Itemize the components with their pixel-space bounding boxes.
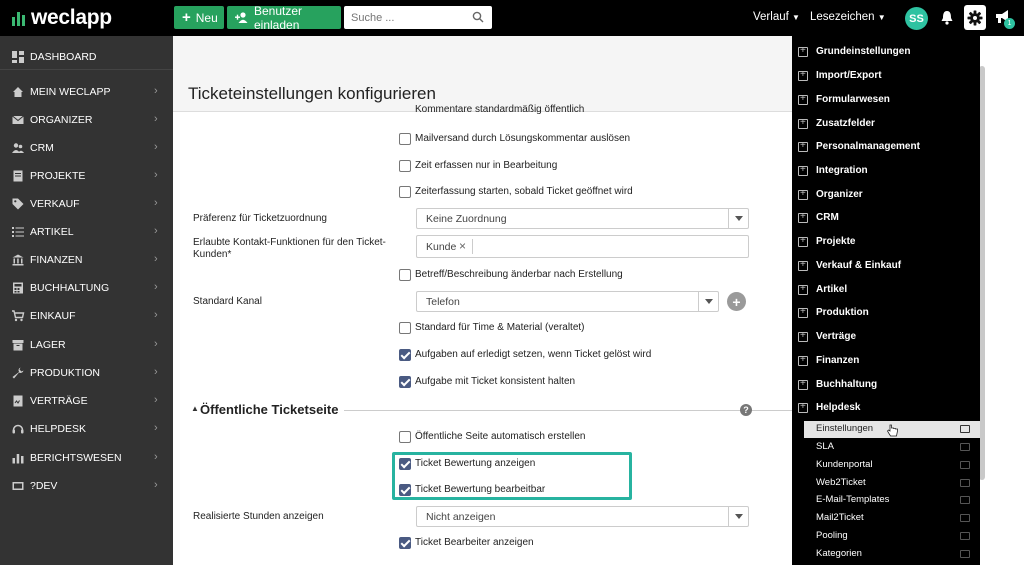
sidebar-item-label: ORGANIZER [30,114,93,126]
wrench-icon [12,367,24,379]
expand-icon [798,356,808,366]
sidebar-item-organizer[interactable] [0,109,173,131]
list-icon [12,226,24,238]
settings-dropdown-menu [792,36,980,565]
menu-item-buchhaltung[interactable] [792,377,980,395]
submenu-item-label: Mail2Ticket [816,512,864,523]
checkbox-oeffentliche-seite[interactable] [399,431,411,443]
folder-icon [12,170,24,182]
sidebar-item-buchhaltung[interactable] [0,277,173,299]
menu-item-personalmanagement[interactable] [792,139,980,157]
submenu-item-web2ticket[interactable] [804,475,980,492]
menu-item-label: Helpdesk [816,402,861,413]
menu-item-helpdesk[interactable] [792,400,980,418]
folder-icon [960,443,970,451]
home-icon [12,86,24,98]
menu-item-label: Buchhaltung [816,379,878,390]
menu-item-label: Personalmanagement [816,141,920,152]
menu-item-label: CRM [816,212,839,223]
contact-functions-field[interactable] [416,235,749,258]
chevron-right-icon: › [154,113,158,125]
checkbox-label: Ticket Bearbeiter anzeigen [415,537,534,548]
folder-icon [960,461,970,469]
menu-item-label: Integration [816,165,868,176]
chevron-right-icon: › [154,394,158,406]
chevron-right-icon: › [154,309,158,321]
dashboard-icon [12,51,24,63]
sidebar-item-lager[interactable] [0,334,173,356]
sidebar [0,36,173,565]
dev-icon [12,480,24,492]
checkbox-label: Zeiterfassung starten, sobald Ticket geöffnet wird [415,186,633,197]
submenu-item-kundenportal[interactable] [804,457,980,474]
expand-icon [798,71,808,81]
caret-down-icon: ▼ [877,13,886,22]
headset-icon [12,423,24,435]
expand-icon [798,380,808,390]
checkbox-zeiterfassung-starten[interactable] [399,186,411,198]
checkbox-label: Betreff/Beschreibung änderbar nach Erstellung [415,269,623,280]
tag-separator [472,239,473,254]
chevron-right-icon: › [154,479,158,491]
checkbox-betreff-aenderbar[interactable] [399,269,411,281]
submenu-item-label: Web2Ticket [816,477,866,488]
menu-item-label: Finanzen [816,355,860,366]
folder-icon [960,532,970,540]
checkbox-zeit-erfassen[interactable] [399,160,411,172]
menu-item-vertraege[interactable] [792,329,980,347]
invite-user-label: Benutzer einladen [254,3,303,32]
submenu-item-label: Kategorien [816,548,862,559]
channel-select[interactable] [416,291,719,312]
channel-label: Standard Kanal [193,296,262,307]
expand-icon [798,95,808,105]
expand-icon [798,142,808,152]
plus-icon: + [732,293,741,310]
submenu-item-label: SLA [816,441,834,452]
expand-icon [798,285,808,295]
menu-item-projekte[interactable] [792,234,980,252]
history-menu[interactable] [753,11,800,23]
sidebar-item-verkauf[interactable] [0,193,173,215]
top-bar [0,0,1024,36]
menu-item-label: Artikel [816,284,848,295]
sidebar-item-label: BUCHHALTUNG [30,282,110,294]
add-user-icon [235,12,249,23]
new-button-label: Neu [195,10,218,25]
chevron-right-icon: › [154,85,158,97]
folder-icon [960,496,970,504]
checkbox-time-material[interactable] [399,322,411,334]
expand-icon [798,47,808,57]
expand-icon [798,308,808,318]
people-icon [12,142,24,154]
menu-item-formularwesen[interactable] [792,92,980,110]
cart-icon [12,310,24,322]
invite-user-button[interactable] [227,3,341,32]
tag-kunde: Kunde [426,241,457,253]
sidebar-item-label: VERKAUF [30,198,80,210]
menu-item-finanzen[interactable] [792,353,980,371]
menu-item-label: Organizer [816,189,863,200]
menu-item-integration[interactable] [792,163,980,181]
sidebar-item-dev[interactable] [0,475,173,497]
add-channel-button[interactable] [727,292,746,311]
bell-icon[interactable] [940,10,954,26]
expand-icon [798,237,808,247]
sidebar-item-berichtswesen[interactable] [0,447,173,469]
preference-select[interactable] [416,208,749,229]
chevron-right-icon: › [154,281,158,293]
submenu-item-sla[interactable] [804,439,980,456]
highlight-box [392,452,632,500]
submenu-item-pooling[interactable] [804,528,980,545]
sidebar-item-label: DASHBOARD [30,51,97,63]
section-title: Öffentliche Ticketseite [200,402,339,417]
plus-icon: + [182,9,191,26]
logo-text: weclapp [31,6,112,29]
menu-item-label: Zusatzfelder [816,118,875,129]
collapse-icon [798,403,808,413]
chevron-right-icon: › [154,422,158,434]
chevron-right-icon: › [154,253,158,265]
checkbox-mailversand[interactable] [399,133,411,145]
new-button[interactable] [174,6,224,29]
chevron-right-icon: › [154,366,158,378]
search-icon[interactable] [472,11,484,23]
submenu-item-label: Kundenportal [816,459,873,470]
logo-icon [12,10,25,26]
menu-item-crm[interactable] [792,210,980,228]
checkbox-label: Standard für Time & Material (veraltet) [415,322,585,333]
menu-item-artikel[interactable] [792,282,980,300]
menu-item-label: Formularwesen [816,94,890,105]
calculator-icon [12,282,24,294]
sidebar-item-projekte[interactable] [0,165,173,187]
expand-icon [798,166,808,176]
bank-icon [12,254,24,266]
caret-down-icon: ▼ [792,13,800,22]
checkbox-label: Zeit erfassen nur in Bearbeitung [415,160,558,171]
folder-icon [960,550,970,558]
page-title: Ticketeinstellungen konfigurieren [188,84,436,103]
chevron-down-icon [728,507,748,526]
menu-item-import-export[interactable] [792,68,980,86]
menu-item-label: Projekte [816,236,856,247]
sidebar-item-artikel[interactable] [0,221,173,243]
chevron-right-icon: › [154,451,158,463]
folder-icon [960,425,970,433]
box-icon [12,339,24,351]
sidebar-item-label: PROJEKTE [30,170,86,182]
sidebar-item-label: VERTRÄGE [30,395,88,407]
bar-chart-icon [12,452,24,464]
menu-item-label: Grundeinstellungen [816,46,911,57]
collapse-caret-icon[interactable]: ▲ [191,404,199,413]
submenu-item-einstellungen[interactable] [804,421,980,438]
bookmarks-label: Lesezeichen [810,11,875,23]
hours-label: Realisierte Stunden anzeigen [193,511,324,522]
expand-icon [798,119,808,129]
folder-icon [960,514,970,522]
notification-badge: 1 [1004,18,1015,29]
history-label: Verlauf [753,11,789,23]
sidebar-divider [0,69,173,70]
checkbox-label: Ticket Bewertung anzeigen [415,458,536,469]
sidebar-item-mein-weclapp[interactable] [0,81,173,103]
channel-value: Telefon [426,296,460,308]
sidebar-item-produktion[interactable] [0,362,173,384]
contact-functions-label: Erlaubte Kontakt-Funktionen für den Ticket-Kunden* [193,237,386,260]
chevron-right-icon: › [154,338,158,350]
menu-item-produktion[interactable] [792,305,980,323]
bookmarks-menu[interactable] [810,11,886,23]
sidebar-item-label: HELPDESK [30,423,87,435]
expand-icon [798,190,808,200]
sidebar-item-einkauf[interactable] [0,305,173,327]
mail-icon [12,114,24,126]
preference-label: Präferenz für Ticketzuordnung [193,213,327,224]
submenu-item-label: E-Mail-Templates [816,494,890,505]
menu-item-label: Verkauf & Einkauf [816,260,902,271]
sidebar-item-label: MEIN WECLAPP [30,86,111,98]
expand-icon [798,213,808,223]
sidebar-item-crm[interactable] [0,137,173,159]
menu-item-label: Import/Export [816,70,882,81]
menu-item-label: Produktion [816,307,869,318]
menu-item-verkauf-einkauf[interactable] [792,258,980,276]
folder-icon [960,479,970,487]
checkbox-label: Mailversand durch Lösungskommentar auslösen [415,133,631,144]
search-input[interactable] [351,12,469,24]
sidebar-item-label: CRM [30,142,54,154]
hours-select[interactable] [416,506,749,527]
tag-icon [12,198,24,210]
sidebar-item-label: FINANZEN [30,254,83,266]
hours-value: Nicht anzeigen [426,511,496,523]
checkbox-label: Öffentliche Seite automatisch erstellen [415,431,586,442]
chevron-right-icon: › [154,225,158,237]
partial-checkbox-label: Kommentare standardmäßig öffentlich [415,104,585,115]
chevron-right-icon: › [154,197,158,209]
sidebar-item-label: LAGER [30,339,66,351]
expand-icon [798,261,808,271]
checkbox-label: Aufgaben auf erledigt setzen, wenn Ticket gelöst wird [415,349,652,360]
sidebar-item-finanzen[interactable] [0,249,173,271]
checkbox-label: Ticket Bewertung bearbeitbar [415,484,546,495]
checkbox-bearbeiter-anzeigen[interactable] [399,537,411,549]
settings-button[interactable] [964,5,986,30]
checkbox-aufgaben-erledigt[interactable] [399,349,411,361]
submenu-item-email-templates[interactable] [804,492,980,509]
sidebar-item-label: ?DEV [30,480,58,492]
submenu-item-label: Einstellungen [816,423,874,434]
chevron-down-icon [698,292,718,311]
submenu-item-mail2ticket[interactable] [804,510,980,527]
sidebar-item-label: ARTIKEL [30,226,74,238]
logo[interactable] [12,7,112,29]
menu-item-zusatzfelder[interactable] [792,116,980,134]
remove-tag-icon[interactable]: × [459,239,467,253]
checkbox-label: Aufgabe mit Ticket konsistent halten [415,376,576,387]
sidebar-item-label: BERICHTSWESEN [30,452,122,464]
menu-item-organizer[interactable] [792,187,980,205]
checkbox-aufgabe-konsistent[interactable] [399,376,411,388]
menu-item-label: Verträge [816,331,857,342]
gear-icon [967,10,983,26]
submenu-item-label: Pooling [816,530,848,541]
search-box[interactable] [344,6,492,29]
chevron-right-icon: › [154,141,158,153]
chevron-down-icon [728,209,748,228]
avatar[interactable]: SS [905,7,928,30]
sidebar-item-dashboard[interactable] [0,46,173,68]
right-gutter [987,36,1024,565]
preference-value: Keine Zuordnung [426,213,507,225]
expand-icon [798,332,808,342]
submenu-item-kategorien[interactable] [804,546,980,563]
sidebar-item-label: EINKAUF [30,310,76,322]
chevron-right-icon: › [154,169,158,181]
sidebar-item-vertraege[interactable] [0,390,173,412]
menu-item-grundeinstellungen[interactable] [792,44,980,62]
sidebar-item-helpdesk[interactable] [0,418,173,440]
help-icon[interactable]: ? [740,404,752,416]
contract-icon [12,395,24,407]
hand-cursor-icon [887,424,898,437]
sidebar-item-label: PRODUKTION [30,367,101,379]
